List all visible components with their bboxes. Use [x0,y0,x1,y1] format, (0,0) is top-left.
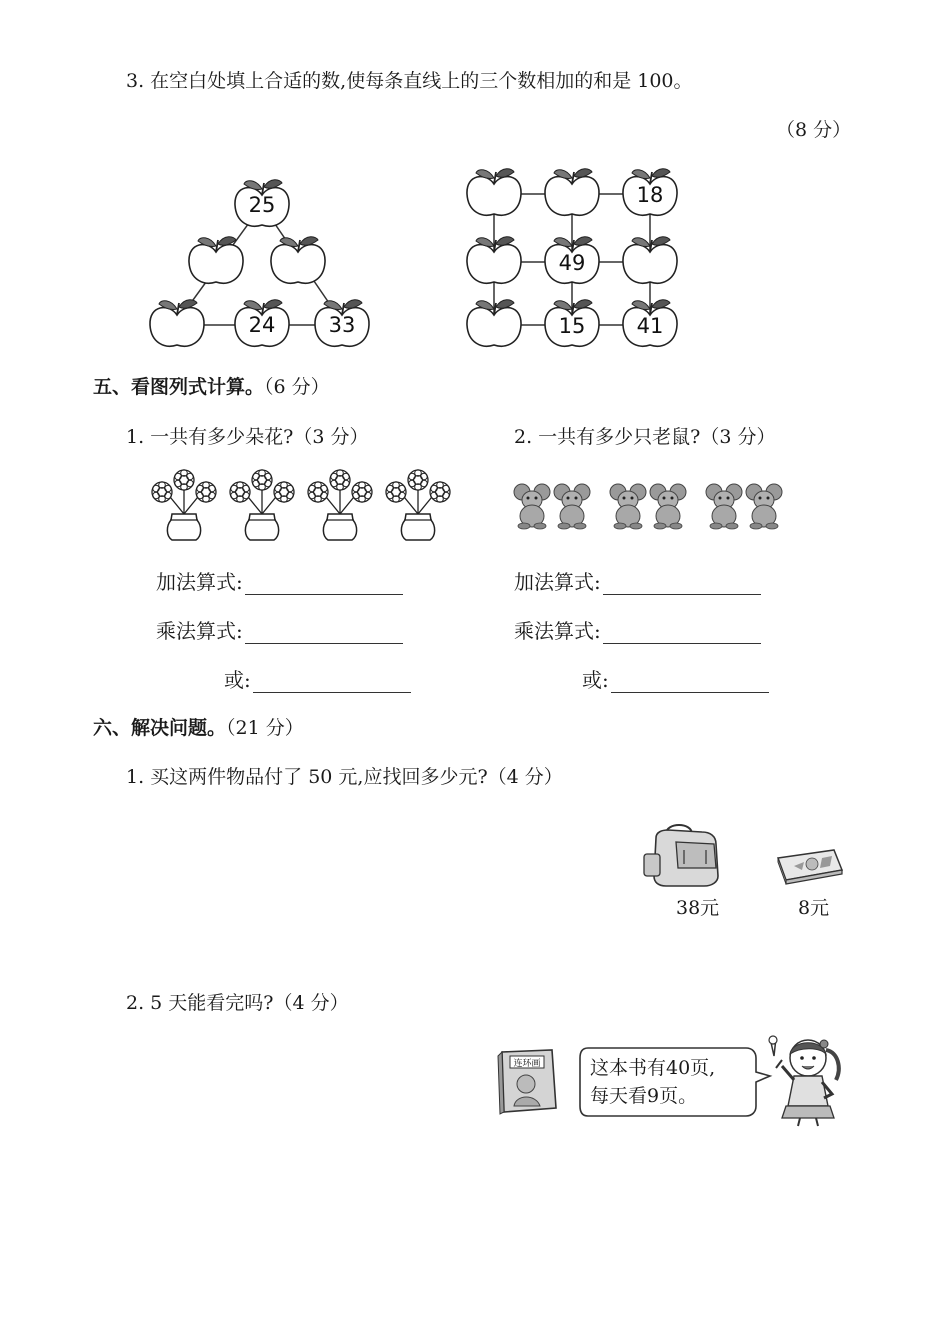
flowers-or-label: 或: [224,668,251,692]
section6-problem1: 1. 买这两件物品付了 50 元,应找回多少元?（4 分） [126,766,563,788]
mice-multiplication-label: 乘法算式: [514,619,601,643]
section6-title: 六、解决问题。 [93,717,227,739]
mice-figure [510,480,790,532]
mice-addition-label: 加法算式: [514,570,601,594]
section5-heading [93,372,330,399]
q3-points: （8 分） [776,119,852,141]
apple-puzzles [0,0,950,360]
flowers-multiplication-label: 乘法算式: [156,619,243,643]
section6-points: （21 分） [226,717,304,739]
flower-pot-2 [230,470,294,540]
flower-pots-figure [150,462,460,548]
grid-value-center: 49 [558,251,586,275]
flower-pot-3 [308,470,372,540]
section5-problem2: 2. 一共有多少只老鼠?（3 分） [514,426,776,448]
mice-or-row [582,664,769,693]
flowers-addition-label: 加法算式: [156,570,243,594]
flowers-multiplication-blank[interactable] [245,623,403,644]
section5-points: （6 分） [264,376,330,398]
girl-illustration [762,1032,852,1128]
triangle-apple-bottom-left [150,300,204,346]
triangle-apple-right [271,237,325,283]
flowers-or-row [224,664,411,693]
speech-line-1: 这本书有40页, [590,1057,716,1079]
flowers-addition-row [156,566,403,595]
mouse-4 [650,484,686,529]
section5-title: 五、看图列式计算。 [93,376,265,398]
mice-or-label: 或: [582,668,609,692]
speech-line-2: 每天看9页。 [590,1085,698,1107]
comic-book-title: 连环画 [513,1059,541,1069]
triangle-apple-left [189,237,243,283]
flower-pot-1 [152,470,216,540]
triangle-value-top: 25 [248,193,276,217]
backpack-price: 38元 [676,897,720,919]
flower-pot-4 [386,470,450,540]
backpack-icon [636,820,726,890]
grid-value-bottom-right: 41 [636,314,664,338]
section6-problem2: 2. 5 天能看完吗?（4 分） [126,992,349,1014]
comic-book-icon [494,1046,564,1116]
mouse-5 [706,484,742,529]
triangle-value-bottom-right: 33 [328,313,356,337]
mouse-3 [610,484,646,529]
mice-multiplication-row [514,615,761,644]
triangle-value-bottom-middle: 24 [248,313,276,337]
mice-addition-blank[interactable] [603,574,761,595]
grid-value-bottom-middle: 15 [558,314,586,338]
grid-value-top-right: 18 [636,183,664,207]
section5-problem1: 1. 一共有多少朵花?（3 分） [126,426,369,448]
pencil-case-price: 8元 [798,897,830,919]
mice-multiplication-blank[interactable] [603,623,761,644]
mouse-6 [746,484,782,529]
section6-heading [93,713,304,740]
pencil-case-icon [772,844,846,886]
mouse-1 [514,484,550,529]
flowers-addition-blank[interactable] [245,574,403,595]
flowers-multiplication-row [156,615,403,644]
mice-addition-row [514,566,761,595]
grid-apple-2 [545,169,599,215]
mouse-2 [554,484,590,529]
grid-apple-1 [467,169,521,215]
flowers-or-blank[interactable] [253,672,411,693]
mice-or-blank[interactable] [611,672,769,693]
q3-text: 3. 在空白处填上合适的数,使每条直线上的三个数相加的和是 100。 [126,70,693,92]
